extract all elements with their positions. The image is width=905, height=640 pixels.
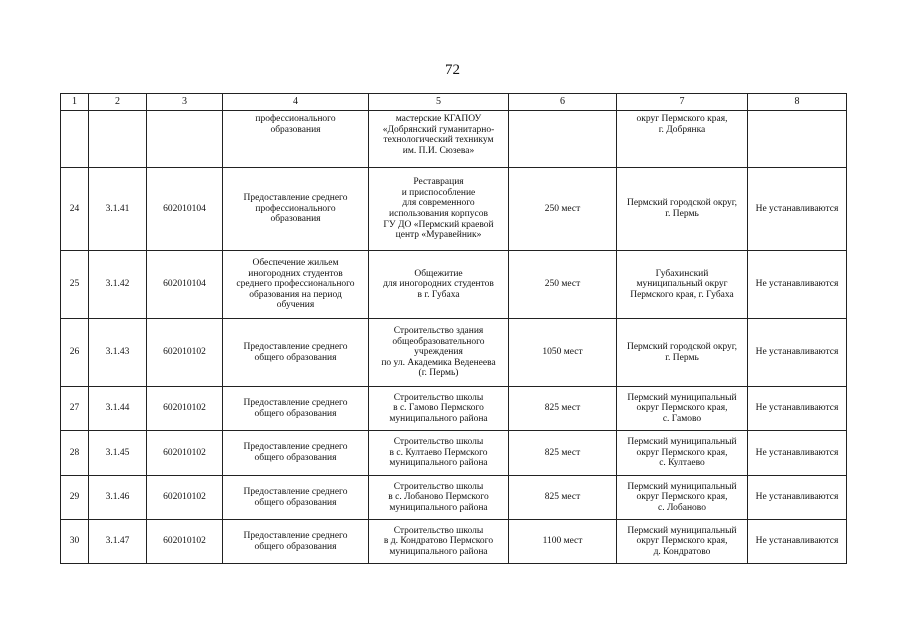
object-cell: мастерские КГАПОУ «Добрянский гуманитарно- технологический техникум им. П.И. Сюзева» <box>369 111 509 168</box>
kbk-cell: 602010102 <box>147 387 223 431</box>
empty-cell <box>748 111 847 168</box>
table-row <box>61 476 847 520</box>
objects-table <box>60 93 847 564</box>
purpose-cell: Предоставление среднего общего образования <box>223 431 369 476</box>
term-cell: Не устанавливаются <box>748 431 847 476</box>
object-cell: Реставрация и приспособление для современного использования корпусов ГУ ДО «Пермский краевой центр «Муравейник» <box>369 168 509 251</box>
purpose-cell: профессионального образования <box>223 111 369 168</box>
code-cell: 3.1.44 <box>89 387 147 431</box>
row-number-cell: 25 <box>61 251 89 319</box>
header-cell: 5 <box>369 94 509 111</box>
term-cell: Не устанавливаются <box>748 319 847 387</box>
row-number-cell: 30 <box>61 520 89 564</box>
term-cell: Не устанавливаются <box>748 520 847 564</box>
row-number-cell: 28 <box>61 431 89 476</box>
empty-cell <box>89 111 147 168</box>
header-cell: 8 <box>748 94 847 111</box>
kbk-cell: 602010104 <box>147 251 223 319</box>
kbk-cell: 602010102 <box>147 319 223 387</box>
table-row <box>61 251 847 319</box>
kbk-cell: 602010102 <box>147 431 223 476</box>
table-row <box>61 319 847 387</box>
object-cell: Строительство школы в с. Лобаново Пермского муниципального района <box>369 476 509 520</box>
object-cell: Строительство школы в с. Гамово Пермского муниципального района <box>369 387 509 431</box>
table-row <box>61 387 847 431</box>
object-cell: Общежитие для иногородних студентов в г. Губаха <box>369 251 509 319</box>
location-cell: округ Пермского края, г. Добрянка <box>617 111 748 168</box>
kbk-cell: 602010102 <box>147 476 223 520</box>
row-number-cell: 26 <box>61 319 89 387</box>
purpose-cell: Предоставление среднего общего образования <box>223 319 369 387</box>
table-row <box>61 431 847 476</box>
header-cell: 7 <box>617 94 748 111</box>
location-cell: Пермский муниципальный округ Пермского края, с. Култаево <box>617 431 748 476</box>
empty-cell <box>509 111 617 168</box>
purpose-cell: Предоставление среднего профессионального образования <box>223 168 369 251</box>
header-row <box>61 94 847 111</box>
header-cell: 2 <box>89 94 147 111</box>
code-cell: 3.1.42 <box>89 251 147 319</box>
location-cell: Пермский городской округ, г. Пермь <box>617 168 748 251</box>
capacity-cell: 250 мест <box>509 251 617 319</box>
empty-cell <box>147 111 223 168</box>
capacity-cell: 1050 мест <box>509 319 617 387</box>
location-cell: Пермский муниципальный округ Пермского края, с. Лобаново <box>617 476 748 520</box>
object-cell: Строительство здания общеобразовательного учреждения по ул. Академика Веденеева (г. Пермь) <box>369 319 509 387</box>
purpose-cell: Обеспечение жильем иногородних студентов среднего профессионального образования на период обучения <box>223 251 369 319</box>
table-row <box>61 520 847 564</box>
code-cell: 3.1.47 <box>89 520 147 564</box>
location-cell: Пермский муниципальный округ Пермского края, с. Гамово <box>617 387 748 431</box>
continuation-row <box>61 111 847 168</box>
capacity-cell: 1100 мест <box>509 520 617 564</box>
purpose-cell: Предоставление среднего общего образования <box>223 387 369 431</box>
capacity-cell: 825 мест <box>509 431 617 476</box>
object-cell: Строительство школы в д. Кондратово Пермского муниципального района <box>369 520 509 564</box>
row-number-cell: 27 <box>61 387 89 431</box>
header-cell: 4 <box>223 94 369 111</box>
page-number: 72 <box>445 62 460 78</box>
location-cell: Губахинский муниципальный округ Пермского края, г. Губаха <box>617 251 748 319</box>
header-cell: 3 <box>147 94 223 111</box>
capacity-cell: 825 мест <box>509 476 617 520</box>
location-cell: Пермский городской округ, г. Пермь <box>617 319 748 387</box>
term-cell: Не устанавливаются <box>748 476 847 520</box>
row-number-cell: 29 <box>61 476 89 520</box>
code-cell: 3.1.46 <box>89 476 147 520</box>
header-cell: 6 <box>509 94 617 111</box>
term-cell: Не устанавливаются <box>748 251 847 319</box>
code-cell: 3.1.41 <box>89 168 147 251</box>
kbk-cell: 602010104 <box>147 168 223 251</box>
capacity-cell: 825 мест <box>509 387 617 431</box>
code-cell: 3.1.43 <box>89 319 147 387</box>
row-number-cell: 24 <box>61 168 89 251</box>
term-cell: Не устанавливаются <box>748 168 847 251</box>
object-cell: Строительство школы в с. Култаево Пермского муниципального района <box>369 431 509 476</box>
capacity-cell: 250 мест <box>509 168 617 251</box>
term-cell: Не устанавливаются <box>748 387 847 431</box>
kbk-cell: 602010102 <box>147 520 223 564</box>
code-cell: 3.1.45 <box>89 431 147 476</box>
purpose-cell: Предоставление среднего общего образования <box>223 476 369 520</box>
purpose-cell: Предоставление среднего общего образования <box>223 520 369 564</box>
location-cell: Пермский муниципальный округ Пермского края, д. Кондратово <box>617 520 748 564</box>
table-row <box>61 168 847 251</box>
empty-cell <box>61 111 89 168</box>
header-cell: 1 <box>61 94 89 111</box>
